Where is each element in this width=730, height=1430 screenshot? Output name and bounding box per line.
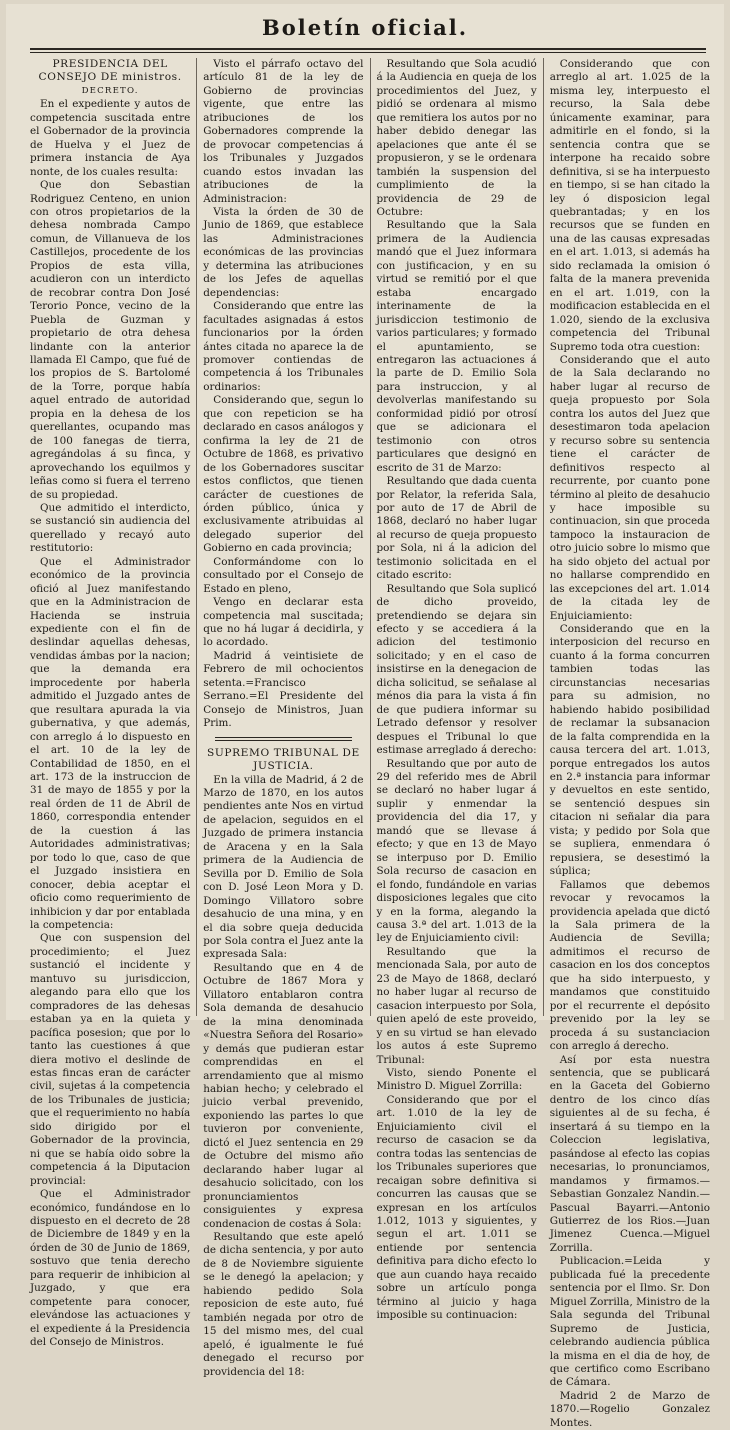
- masthead: [6, 12, 724, 44]
- paragraph: Considerando que en la interposicion del recurso en cuanto á la forma concurren tambien todas las circunstancias necesarias para su admision, no habiendo habido posibilidad de reclamar la subsanacion de la falta comprendida en la causa tercera del art. 1.013, porque entregados los autos en 2.ª instancia para informar y devueltos en este sentido, se sentenció despues sin citacion ni señalar dia para vista; y pedido por Sola que se supliera, enmendara ó repusiera, se desestimó la súplica;: [549, 623, 710, 878]
- section-heading-tribunal: SUPREMO TRIBUNAL DE JUSTICIA.: [206, 746, 360, 773]
- paragraph: Publicacion.=Leida y publicada fué la precedente sentencia por el Ilmo. Sr. Don Miguel Zorrilla, Ministro de la Sala segunda del Tribunal Supremo de Justicia, celebrando audiencia pública la misma en el dia de hoy, de que certifico como Escribano de Cámara.: [549, 1255, 710, 1389]
- paragraph: Que el Administrador económico de la provincia ofició al Juez manifestando que en la Administracion de Hacienda se instruia expediente con el fin de deslindar aquellas dehesas, vendidas ámbas por la nacion; que la demanda era improcedente por haberla admitido el Juzgado antes de que resultara apurada la via gubernativa, y que además, con arreglo á lo dispuesto en el art. 10 de la ley de Contabilidad de 1850, en el art. 173 de la instruccion de 31 de mayo de 1855 y por la real órden de 11 de Abril de 1860, correspondia entender de la cuestion á las Autoridades administrativas; por todo lo que, caso de que el Juzgado insistiera en conocer, debia aceptar el oficio como requerimiento de inhibicion y dar por entablada la competencia:: [30, 555, 191, 931]
- text-columns: [30, 58, 710, 1429]
- decree-label: DECRETO.: [81, 85, 139, 96]
- header-rule-thin: [30, 52, 706, 53]
- paragraph: Que con suspension del procedimiento; el Juez sustanció el incidente y mantuvo su jurisdiccion, alegando para ello que los compradores de las dehesas estaban ya en la quieta y pacífica posesion; que por lo tanto las cuestiones á que diera motivo el deslinde de estas fincas eran de carácter civil, sujetas á la competencia de los Tribunales de justicia; que el requerimiento no había sido dirigido por el Gobernador de la provincia, ni que se había oido sobre la competencia á la Diputacion provincial:: [30, 932, 191, 1187]
- paragraph: Resultando que la mencionada Sala, por auto de 23 de Mayo de 1868, declaró no haber lugar al recurso de casacion interpuesto por Sola, quien apeló de este proveido, y en su virtud se han elevado los autos á este Supremo Tribunal:: [376, 945, 537, 1066]
- date-signature: Madrid 2 de Marzo de 1870.—Rogelio Gonzalez Montes.: [549, 1389, 710, 1429]
- paragraph: Visto, siendo Ponente el Ministro D. Miguel Zorrilla:: [376, 1066, 537, 1093]
- paragraph: Resultando que en 4 de Octubre de 1867 Mora y Villatoro entablaron contra Sola demanda de desahucio de la mina denominada «Nuestra Señora del Rosario» y demás que pudieran estar comprendidas en el arrendamiento que al mismo habian hecho; y celebrado el juicio verbal prevenido, exponiendo las partes lo que tuvieron por conveniente, dictó el Juez sentencia en 29 de Octubre del mismo año declarando haber lugar al desahucio solicitado, con los pronunciamientos consiguientes y expresa condenacion de costas á Sola:: [203, 961, 364, 1230]
- paragraph: Resultando que la Sala primera de la Audiencia mandó que el Juez informara con justificacion, y en su virtud se remitió por el que estaba encargado interinamente de la jurisdiccion testimonio de varios particulares; y formado el apuntamiento, se entregaron las actuaciones á la parte de D. Emilio Sola para instruccion, y al devolverlas manifestando su conformidad pidió por otrosí que se adicionara el testimonio con otros particulares que designó en escrito de 31 de Marzo:: [376, 219, 537, 474]
- paragraph: Resultando que Sola acudió á la Audiencia en queja de los procedimientos del Juez, y pidió se ordenara al mismo que remitiera los autos por no haber debido denegar las apelaciones que ante él se propusieron, y se le ordenara también la suspension del cumplimiento de la providencia de 29 de Octubre:: [376, 58, 537, 218]
- column-1: [30, 58, 191, 1349]
- paragraph: Madrid á veintisiete de Febrero de mil ochocientos setenta.=Francisco Serrano.=El Presidente del Consejo de Ministros, Juan Prim.: [203, 649, 364, 730]
- paragraph: En el expediente y autos de competencia suscitada entre el Gobernador de la provincia de Huelva y el Juez de primera instancia de Aya nonte, de los cuales resulta:: [30, 98, 191, 178]
- paragraph: Resultando que por auto de 29 del referido mes de Abril se declaró no haber lugar á suplir y enmendar la providencia del dia 17, y mandó que se llevase á efecto; y que en 13 de Mayo se interpuso por D. Emilio Sola recurso de casacion en el fondo, fundándole en varias disposiciones legales que cito y en la forma, alegando la causa 3.ª del art. 1.013 de la ley de Enjuiciamiento civil:: [376, 757, 537, 945]
- paragraph: Así por esta nuestra sentencia, que se publicará en la Gaceta del Gobierno dentro de los cinco días siguientes al de su fecha, é insertará á su tiempo en la Coleccion legislativa, pasándose al efecto las copias necesarias, lo pronunciamos, mandamos y firmamos.—Sebastian Gonzalez Nandin.—Pascual Bayarri.—Antonio Gutierrez de los Rios.—Juan Jimenez Cuenca.—Miguel Zorrilla.: [549, 1053, 710, 1254]
- paragraph: Considerando que el auto de la Sala declarando no haber lugar al recurso de queja propuesto por Sola contra los autos del Juez que desestimaron toda apelacion y recurso sobre su sentencia tiene el carácter de definitivos respecto al recurrente, por cuanto pone término al pleito de desahucio y hace imposible su continuacion, sin que proceda tampoco la instauracion de otro juicio sobre lo mismo que ha sido objeto del actual por no hallarse comprendido en las excepciones del art. 1.014 de la citada ley de Enjuiciamiento:: [549, 353, 710, 622]
- paragraph: Considerando que, segun lo que con repeticion se ha declarado en casos análogos y confirma la ley de 21 de Octubre de 1868, es privativo de los Gobernadores suscitar estos conflictos, que tienen carácter de cuestiones de órden público, única y exclusivamente atribuidas al delegado superior del Gobierno en cada provincia;: [203, 394, 364, 555]
- paragraph: Considerando que entre las facultades asignadas á estos funcionarios por la órden ántes citada no aparece la de promover contiendas de competencia á los Tribunales ordinarios:: [203, 300, 364, 393]
- paragraph: En la villa de Madrid, á 2 de Marzo de 1870, en los autos pendientes ante Nos en virtud de apelacion, seguidos en el Juzgado de primera instancia de Aracena y en la Sala primera de la Audiencia de Sevilla por D. Emilio de Sola con D. José Leon Mora y D. Domingo Villatoro sobre desahucio de una mina, y en el dia sobre queja deducida por Sola contra el Juez ante la expresada Sala:: [203, 773, 364, 961]
- section-heading-presidencia: PRESIDENCIA DEL CONSEJO DE ministros.: [38, 58, 182, 84]
- paragraph: Que admitido el interdicto, se sustanció sin audiencia del querellado y recayó auto restitutorio:: [30, 501, 191, 555]
- paragraph: Vengo en declarar esta competencia mal suscitada; que no há lugar á decidirla, y lo acordado.: [203, 596, 364, 649]
- column-2: [196, 58, 364, 1378]
- header-rule: [30, 48, 706, 50]
- section-divider: [215, 737, 351, 741]
- paragraph: Que don Sebastian Rodriguez Centeno, en union con otros propietarios de la dehesa nombrada Campo comun, de Villanueva de los Castillejos, procedente de los Propios de esta villa, acudieron con un interdicto de recobrar contra Don José Terorio Ponce, vecino de la Puebla de Guzman y propietario de otra dehesa lindante con la anterior llamada El Campo, que fué de los propios de S. Bartolomé de la Torre, porque había aquel entrado de autoridad propia en la dehesa de los querellantes, ocupando mas de 100 fanegas de tierra, agregándolas á su finca, y aprovechando los equilmos y leñas como si fuera el terreno de su propiedad.: [30, 179, 191, 501]
- paragraph: Vista la órden de 30 de Junio de 1869, que establece las Administraciones económicas de las provincias y determina las atribuciones de los Jefes de aquellas dependencias:: [203, 205, 364, 299]
- paragraph: Resultando que este apeló de dicha sentencia, y por auto de 8 de Noviembre siguiente se le denegó la apelacion; y habiendo pedido Sola reposicion de este auto, fué también negada por otro de 15 del mismo mes, del cual apeló, é igualmente le fué denegado el recurso por providencia del 18:: [203, 1230, 364, 1378]
- paragraph: Visto el párrafo octavo del artículo 81 de la ley de Gobierno de provincias vigente, que entre las atribuciones de los Gobernadores comprende la de provocar competencias á los Tribunales y Juzgados cuando estos invadan las atribuciones de la Administracion:: [203, 58, 364, 205]
- column-4: [543, 58, 710, 1429]
- paragraph: Fallamos que debemos revocar y revocamos la providencia apelada que dictó la Sala primera de la Audiencia de Sevilla; admitimos el recurso de casacion en los dos conceptos que ha sido interpuesto, y mandamos que constituido por el recurrente el depósito prevenido por la ley se proceda á su sustanciacion con arreglo á derecho.: [549, 878, 710, 1053]
- paragraph: Conformándome con lo consultado por el Consejo de Estado en pleno,: [203, 555, 364, 595]
- paragraph: Que el Administrador económico, fundándose en lo dispuesto en el decreto de 28 de Diciembre de 1849 y en la órden de 30 de Junio de 1869, sostuvo que tenia derecho para requerir de inhibicion al Juzgado, y que era competente para conocer, elevándose las actuaciones y el expediente á la Presidencia del Consejo de Ministros.: [30, 1188, 191, 1349]
- newspaper-page: [6, 4, 724, 1429]
- paragraph: Considerando que por el art. 1.010 de la ley de Enjuiciamiento civil el recurso de casacion se da contra todas las sentencias de los Tribunales superiores que recaigan sobre definitiva si concurren las causas que se expresan en los artículos 1.012, 1013 y siguientes, y segun el art. 1.011 se entiende por sentencia definitiva para dicho efecto lo que aun cuando haya recaido sobre un artículo ponga término al juicio y haga imposible su continuacion:: [376, 1093, 537, 1322]
- column-3: [370, 58, 537, 1322]
- paragraph: Resultando que dada cuenta por Relator, la referida Sala, por auto de 17 de Abril de 1868, declaró no haber lugar al recurso de queja propuesto por Sola, ni á la adicion del testimonio solicitada en el citado escrito:: [376, 475, 537, 582]
- paragraph: Resultando que Sola suplicó de dicho proveido, pretendiendo se dejara sin efecto y se accediera á la adicion del testimonio solicitado; y en el caso de insistirse en la denegacion de dicha solicitud, se señalase al ménos dia para la vista á fin de que pudiera informar su Letrado defensor y resolver despues el Tribunal lo que estimase arreglado á derecho:: [376, 582, 537, 757]
- paragraph: Considerando que con arreglo al art. 1.025 de la misma ley, interpuesto el recurso, la Sala debe únicamente examinar, para admitirle en el fondo, si la sentencia contra que se interpone ha recaido sobre definitiva, si se ha interpuesto en tiempo, si se han citado la ley ó disposicion legal quebrantadas; y en los recursos que se funden en una de las causas expresadas en el art. 1.013, si además ha sido reclamada la omision ó falta de la manera prevenida en el art. 1.019, con la modificacion establecida en el 1.020, siendo de la exclusiva competencia del Tribunal Supremo toda otra cuestion:: [549, 58, 710, 353]
- page-title: Boletín oficial.: [261, 15, 469, 40]
